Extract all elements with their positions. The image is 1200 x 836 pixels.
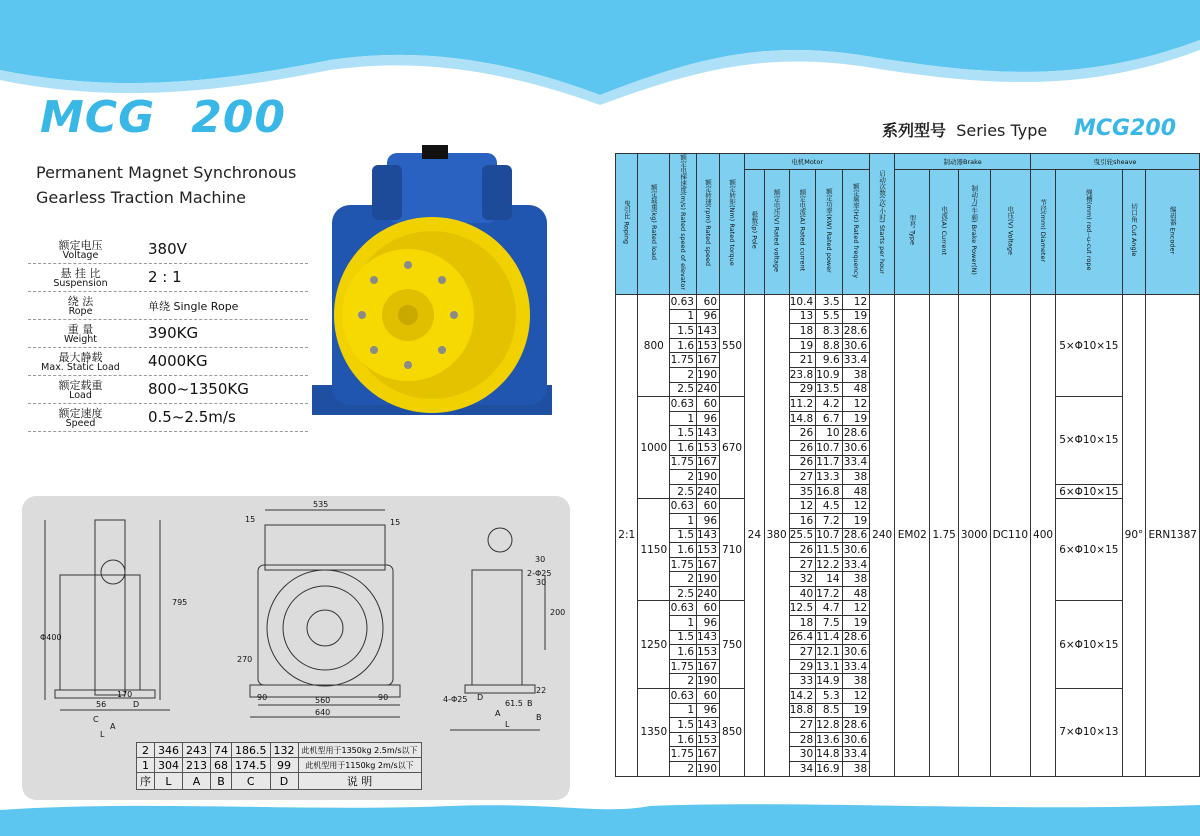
series-type-label: 系列型号 Series Type	[882, 121, 1048, 140]
frequency-cell: 33.4	[842, 557, 870, 572]
model-title-b: 200	[191, 92, 287, 143]
frequency-cell: 12	[842, 295, 870, 310]
rpm-cell: 153	[697, 543, 720, 558]
spec-value: 0.5~2.5m/s	[148, 408, 236, 426]
rpm-cell: 143	[697, 324, 720, 339]
dim-label: 61.5	[505, 699, 523, 708]
speed-cell: 1.6	[670, 338, 697, 353]
current-cell: 40	[789, 586, 815, 601]
rpm-cell: 143	[697, 630, 720, 645]
current-cell: 34	[789, 762, 815, 777]
bcurrent-cell: 1.75	[930, 295, 958, 777]
speed-cell: 2	[670, 762, 697, 777]
power-cell: 7.5	[816, 616, 842, 631]
rpm-cell: 190	[697, 674, 720, 689]
dim-label: 640	[315, 708, 331, 717]
spec-label-en: Weight	[63, 334, 98, 345]
bpower-cell: 3000	[958, 295, 990, 777]
rope-cell: 5×Φ10×15	[1056, 295, 1122, 397]
speed-cell: 0.63	[670, 499, 697, 514]
power-cell: 11.4	[816, 630, 842, 645]
spec-value: 390KG	[148, 324, 199, 342]
rpm-cell: 96	[697, 616, 720, 631]
power-cell: 12.8	[816, 718, 842, 733]
power-cell: 5.3	[816, 689, 842, 704]
torque-cell: 850	[720, 689, 745, 777]
dim-label: A	[110, 722, 116, 731]
speed-cell: 1	[670, 616, 697, 631]
load-cell: 1250	[638, 601, 670, 689]
encoder-cell: ERN1387	[1146, 295, 1200, 777]
rpm-cell: 153	[697, 645, 720, 660]
power-cell: 14	[816, 572, 842, 587]
dim-label: Φ400	[40, 633, 62, 642]
frequency-cell: 28.6	[842, 324, 870, 339]
speed-cell: 1	[670, 411, 697, 426]
rpm-cell: 143	[697, 528, 720, 543]
spec-label-cn: 额定电压	[58, 239, 103, 252]
torque-cell: 750	[720, 601, 745, 689]
rpm-cell: 143	[697, 426, 720, 441]
rpm-cell: 96	[697, 513, 720, 528]
power-cell: 13.5	[816, 382, 842, 397]
current-cell: 13	[789, 309, 815, 324]
spec-label-cn: 最大静载	[58, 351, 103, 364]
power-cell: 9.6	[816, 353, 842, 368]
rope-cell: 5×Φ10×15	[1056, 397, 1122, 485]
roping-cell: 2:1	[616, 295, 638, 777]
current-cell: 18	[789, 324, 815, 339]
dim-label: 2-Φ25	[527, 569, 552, 578]
power-cell: 16.9	[816, 762, 842, 777]
power-cell: 10	[816, 426, 842, 441]
speed-cell: 1.75	[670, 659, 697, 674]
frequency-cell: 33.4	[842, 455, 870, 470]
speed-cell: 1.5	[670, 718, 697, 733]
frequency-cell: 28.6	[842, 528, 870, 543]
speed-cell: 1	[670, 703, 697, 718]
right-page	[600, 0, 1200, 836]
current-cell: 35	[789, 484, 815, 499]
frequency-cell: 12	[842, 499, 870, 514]
dim-label: 90	[378, 693, 389, 702]
spec-label-en: Speed	[65, 418, 96, 429]
speed-cell: 1.75	[670, 557, 697, 572]
dim-label: 795	[172, 598, 188, 607]
frequency-cell: 48	[842, 382, 870, 397]
speed-cell: 1.6	[670, 732, 697, 747]
current-cell: 14.2	[789, 689, 815, 704]
frequency-cell: 28.6	[842, 426, 870, 441]
current-cell: 26	[789, 440, 815, 455]
dim-label: C	[93, 715, 99, 724]
frequency-cell: 38	[842, 674, 870, 689]
spec-label-cn: 绕 法	[67, 295, 94, 308]
frequency-cell: 12	[842, 601, 870, 616]
rpm-cell: 153	[697, 338, 720, 353]
current-cell: 23.8	[789, 367, 815, 382]
current-cell: 14.8	[789, 411, 815, 426]
rpm-cell: 167	[697, 659, 720, 674]
power-cell: 7.2	[816, 513, 842, 528]
rope-cell: 6×Φ10×15	[1056, 499, 1122, 601]
rpm-cell: 60	[697, 601, 720, 616]
current-cell: 26	[789, 426, 815, 441]
dim-label: B	[536, 713, 542, 722]
speed-cell: 1.6	[670, 440, 697, 455]
frequency-cell: 30.6	[842, 338, 870, 353]
frequency-cell: 38	[842, 367, 870, 382]
spec-label-en: Voltage	[62, 250, 99, 261]
speed-cell: 2.5	[670, 484, 697, 499]
current-cell: 18.8	[789, 703, 815, 718]
frequency-cell: 28.6	[842, 718, 870, 733]
frequency-cell: 28.6	[842, 630, 870, 645]
rpm-cell: 60	[697, 397, 720, 412]
speed-cell: 1	[670, 513, 697, 528]
rpm-cell: 96	[697, 309, 720, 324]
frequency-cell: 19	[842, 703, 870, 718]
rope-cell: 7×Φ10×13	[1056, 689, 1122, 777]
bvoltage-cell: DC110	[990, 295, 1030, 777]
current-cell: 26	[789, 543, 815, 558]
rpm-cell: 167	[697, 455, 720, 470]
frequency-cell: 38	[842, 470, 870, 485]
current-cell: 32	[789, 572, 815, 587]
frequency-cell: 30.6	[842, 440, 870, 455]
speed-cell: 1.5	[670, 630, 697, 645]
speed-cell: 1.6	[670, 543, 697, 558]
current-cell: 11.2	[789, 397, 815, 412]
frequency-cell: 30.6	[842, 543, 870, 558]
frequency-cell: 48	[842, 484, 870, 499]
current-cell: 29	[789, 659, 815, 674]
speed-cell: 1	[670, 309, 697, 324]
current-cell: 28	[789, 732, 815, 747]
power-cell: 8.3	[816, 324, 842, 339]
current-cell: 27	[789, 557, 815, 572]
speed-cell: 1.5	[670, 528, 697, 543]
dim-label: L	[100, 730, 105, 739]
torque-cell: 710	[720, 499, 745, 601]
power-cell: 17.2	[816, 586, 842, 601]
torque-cell: 670	[720, 397, 745, 499]
dim-label: 170	[117, 690, 133, 699]
subtitle-line2: Gearless Traction Machine	[36, 188, 246, 207]
power-cell: 13.6	[816, 732, 842, 747]
current-cell: 33	[789, 674, 815, 689]
rpm-cell: 167	[697, 747, 720, 762]
power-cell: 4.2	[816, 397, 842, 412]
starts-cell: 240	[870, 295, 895, 777]
speed-cell: 2	[670, 470, 697, 485]
current-cell: 21	[789, 353, 815, 368]
dim-label: 15	[390, 518, 401, 527]
power-cell: 12.1	[816, 645, 842, 660]
speed-cell: 1.5	[670, 426, 697, 441]
speed-cell: 0.63	[670, 689, 697, 704]
speed-cell: 1.75	[670, 747, 697, 762]
voltage-cell: 380	[764, 295, 789, 777]
power-cell: 14.8	[816, 747, 842, 762]
rpm-cell: 60	[697, 295, 720, 310]
rpm-cell: 60	[697, 689, 720, 704]
speed-cell: 0.63	[670, 601, 697, 616]
current-cell: 12.5	[789, 601, 815, 616]
speed-cell: 2	[670, 674, 697, 689]
speed-cell: 0.63	[670, 397, 697, 412]
frequency-cell: 19	[842, 309, 870, 324]
frequency-cell: 19	[842, 513, 870, 528]
power-cell: 16.8	[816, 484, 842, 499]
rpm-cell: 190	[697, 572, 720, 587]
power-cell: 4.7	[816, 601, 842, 616]
current-cell: 19	[789, 338, 815, 353]
spec-table: 曳引比 Roping 额定载重(kg) Rated load 额定电梯速度(m/s) Rated speed of elevator 额定转速(rpm) Rated speed 额定转矩(Nm) Rated torque 电机Motor 启动次数(次/小时) Starts per hour 制动器Brake 曳引轮sheave 极数(p) Pole 额定电压(V) Rated voltage 额定电流(A) Rated current 额定功率(KW) Rated power 额定频率(Hz) Rated frequency 型号 Type 电流(A) Current 制动力(牛顿) Brake Power(N) 电压(V) Voltage 节径(mm) Diameter 绳槽(mm) rod--u-cut rope 切口角 Cut Angle 编码器 Encoder 2:1 800 0.63 60 550 24 380 10.4 3.5 12 240 EM02 1.75 3000 DC110 400 5×Φ10×15 90° ERN1387 1 96 13 5.5 19 1.5 143 18 8.3 28.6 1.6 153 19 8.8 30.6 1.75 167 21 9.6 33.4 2 190 23.8 10.9 38 2.5 240 29 13.5 48 1000 0.63 60 670 11.2 4.2 12 5×Φ10×15 1 96 14.8 6.7 19 1.5 143 26 10 28.6 1.6 153 26 10.7 30.6 1.75 167 26 11.7 33.4 2 190 27 13.3 38 2.5 240 35 16.8 48 6×Φ10×15 1150 0.63 60 710 12 4.5 12 6×Φ10×15 1 96 16 7.2 19 1.5 143 25.5 10.7 28.6 1.6 153 26 11.5 30.6 1.75 167 27 12.2 33.4 2 190 32 14 38 2.5 240 40 17.2 48 1250 0.63 60 750 12.5 4.7 12 6×Φ10×15 1 96 18 7.5 19 1.5 143 26.4 11.4 28.6 1.6 153 27 12.1 30.6 1.75 167 29 13.1 33.4 2 190 33 14.9 38 1350 0.63 60 850 14.2 5.3 12 7×Φ10×13 1 96 18.8 8.5 19 1.5 143 27 12.8 28.6 1.6 153 28 13.6 30.6 1.75 167 30 14.8 33.4 2 190 34 16.9 38	[615, 153, 1200, 777]
dim-label: A	[495, 709, 501, 718]
frequency-cell: 12	[842, 689, 870, 704]
dim-label: 15	[245, 515, 256, 524]
dim-label: B	[527, 699, 533, 708]
frequency-cell: 19	[842, 411, 870, 426]
frequency-cell: 12	[842, 397, 870, 412]
speed-cell: 2	[670, 572, 697, 587]
speed-cell: 1.5	[670, 324, 697, 339]
power-cell: 4.5	[816, 499, 842, 514]
power-cell: 3.5	[816, 295, 842, 310]
frequency-cell: 19	[842, 616, 870, 631]
power-cell: 11.7	[816, 455, 842, 470]
rpm-cell: 153	[697, 732, 720, 747]
dim-label: 270	[237, 655, 253, 664]
speed-cell: 2.5	[670, 382, 697, 397]
rope-cell: 6×Φ10×15	[1056, 601, 1122, 689]
rpm-cell: 167	[697, 353, 720, 368]
rpm-cell: 96	[697, 411, 720, 426]
rpm-cell: 190	[697, 470, 720, 485]
spec-label-en: Max. Static Load	[41, 362, 120, 373]
dim-label: 200	[550, 608, 566, 617]
cut-angle-cell: 90°	[1122, 295, 1146, 777]
power-cell: 8.5	[816, 703, 842, 718]
table-row: 2 346 243 74 186.5 132 此机型用于1350kg 2.5m/s以下	[137, 743, 422, 758]
power-cell: 10.7	[816, 440, 842, 455]
dimension-table	[136, 742, 422, 790]
spec-label-cn: 额定载重	[58, 379, 103, 392]
rope-cell: 6×Φ10×15	[1056, 484, 1122, 499]
power-cell: 6.7	[816, 411, 842, 426]
type-cell: EM02	[895, 295, 930, 777]
speed-cell: 1.6	[670, 645, 697, 660]
dim-label: L	[505, 720, 510, 729]
power-cell: 11.5	[816, 543, 842, 558]
spec-label-en: Suspension	[53, 278, 108, 289]
series-model: MCG200	[1074, 116, 1177, 141]
current-cell: 26.4	[789, 630, 815, 645]
current-cell: 27	[789, 645, 815, 660]
current-cell: 27	[789, 470, 815, 485]
diameter-cell: 400	[1031, 295, 1056, 777]
power-cell: 10.7	[816, 528, 842, 543]
dim-label: 4-Φ25	[443, 695, 468, 704]
spec-label-en: Rope	[68, 306, 93, 317]
rpm-cell: 143	[697, 718, 720, 733]
power-cell: 12.2	[816, 557, 842, 572]
rpm-cell: 240	[697, 382, 720, 397]
spec-label-cn: 额定速度	[58, 407, 103, 420]
current-cell: 10.4	[789, 295, 815, 310]
rpm-cell: 240	[697, 586, 720, 601]
current-cell: 30	[789, 747, 815, 762]
dim-label: D	[133, 700, 140, 709]
current-cell: 18	[789, 616, 815, 631]
load-cell: 800	[638, 295, 670, 397]
dim-label: 90	[257, 693, 268, 702]
load-cell: 1350	[638, 689, 670, 777]
power-cell: 5.5	[816, 309, 842, 324]
frequency-cell: 30.6	[842, 732, 870, 747]
speed-cell: 0.63	[670, 295, 697, 310]
pole-cell: 24	[745, 295, 765, 777]
table-row	[616, 295, 1200, 310]
dim-label: 560	[315, 696, 331, 705]
dim-label: 30	[536, 578, 547, 587]
frequency-cell: 30.6	[842, 645, 870, 660]
dim-label: 22	[536, 686, 547, 695]
current-cell: 12	[789, 499, 815, 514]
frequency-cell: 33.4	[842, 353, 870, 368]
rpm-cell: 167	[697, 557, 720, 572]
current-cell: 26	[789, 455, 815, 470]
power-cell: 8.8	[816, 338, 842, 353]
spec-value: 单绕 Single Rope	[148, 300, 239, 313]
current-cell: 16	[789, 513, 815, 528]
current-cell: 25.5	[789, 528, 815, 543]
rpm-cell: 190	[697, 367, 720, 382]
frequency-cell: 38	[842, 762, 870, 777]
frequency-cell: 48	[842, 586, 870, 601]
torque-cell: 550	[720, 295, 745, 397]
spec-value: 4000KG	[148, 352, 208, 370]
frequency-cell: 33.4	[842, 659, 870, 674]
dim-label: 30	[535, 555, 546, 564]
rpm-cell: 60	[697, 499, 720, 514]
spec-value: 380V	[148, 240, 187, 258]
spec-label-cn: 悬 挂 比	[60, 267, 101, 280]
rpm-cell: 190	[697, 762, 720, 777]
rpm-cell: 96	[697, 703, 720, 718]
spec-label-cn: 重 量	[67, 323, 94, 336]
speed-cell: 2	[670, 367, 697, 382]
power-cell: 13.1	[816, 659, 842, 674]
power-cell: 13.3	[816, 470, 842, 485]
frequency-cell: 38	[842, 572, 870, 587]
load-cell: 1000	[638, 397, 670, 499]
rpm-cell: 153	[697, 440, 720, 455]
current-cell: 29	[789, 382, 815, 397]
dim-label: 56	[96, 700, 107, 709]
spec-value: 2 : 1	[148, 268, 182, 286]
speed-cell: 2.5	[670, 586, 697, 601]
table-header-row: 序 L A B C D 说 明	[137, 773, 422, 790]
speed-cell: 1.75	[670, 353, 697, 368]
load-cell: 1150	[638, 499, 670, 601]
spec-value: 800~1350KG	[148, 380, 249, 398]
model-title-a: MCG	[40, 92, 156, 143]
table-row: 1 304 213 68 174.5 99 此机型用于1150kg 2m/s以下	[137, 758, 422, 773]
dim-label: D	[477, 693, 484, 702]
current-cell: 27	[789, 718, 815, 733]
rpm-cell: 240	[697, 484, 720, 499]
power-cell: 10.9	[816, 367, 842, 382]
spec-label-en: Load	[69, 390, 92, 401]
speed-cell: 1.75	[670, 455, 697, 470]
subtitle-line1: Permanent Magnet Synchronous	[36, 163, 297, 182]
dim-label: 535	[313, 500, 329, 509]
power-cell: 14.9	[816, 674, 842, 689]
frequency-cell: 33.4	[842, 747, 870, 762]
